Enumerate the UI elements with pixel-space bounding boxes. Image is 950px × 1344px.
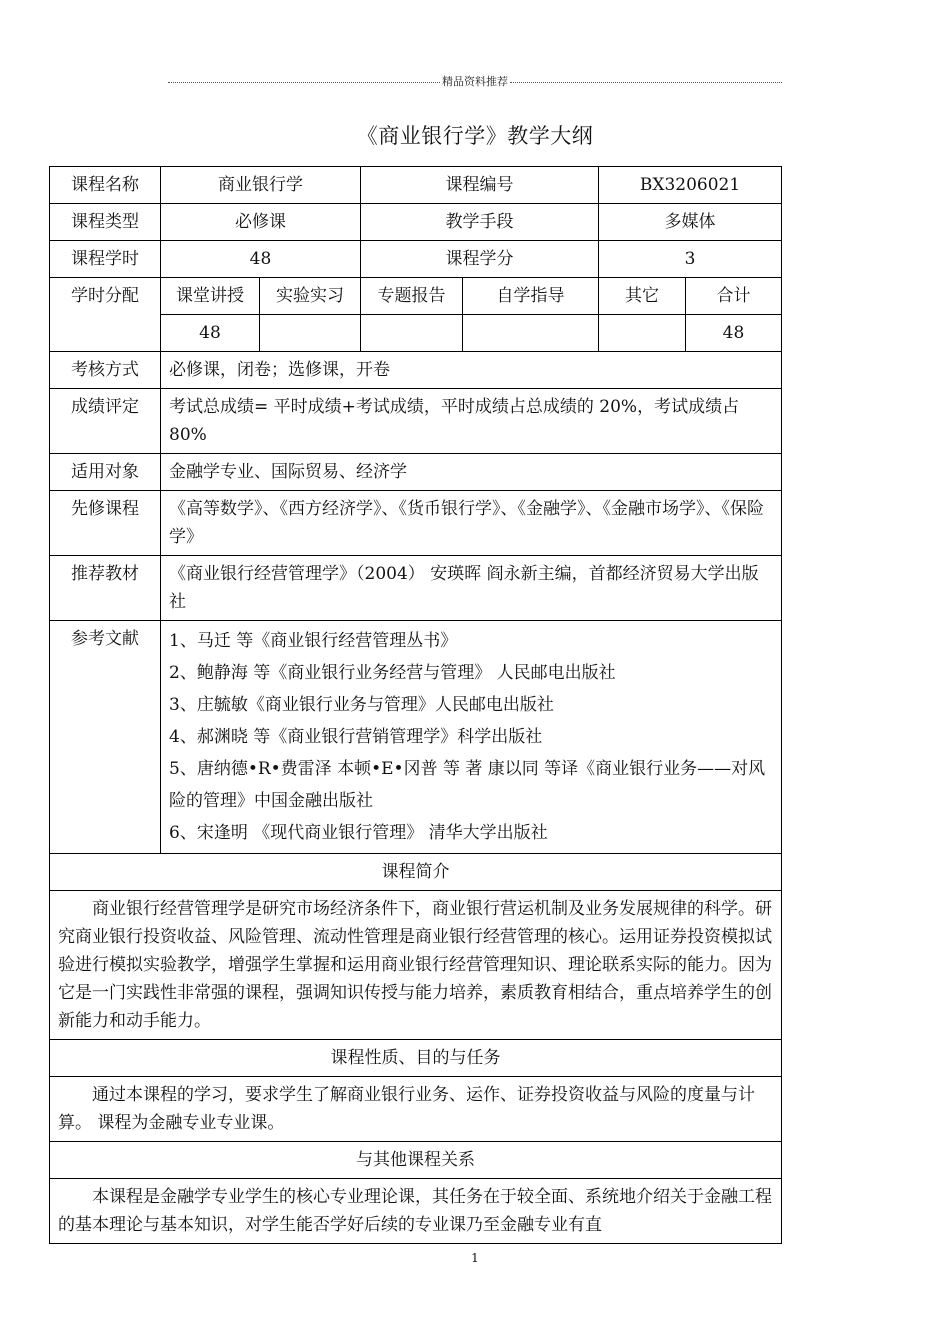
refs-list xyxy=(161,621,782,854)
row-hours xyxy=(50,241,782,278)
dist-header-total: 合计 xyxy=(686,278,782,315)
credits-label: 课程学分 xyxy=(361,241,599,278)
textbook-label: 推荐教材 xyxy=(50,556,161,621)
course-code-value: BX3206021 xyxy=(599,167,782,204)
row-relation-title xyxy=(50,1142,782,1179)
dist-value-other xyxy=(599,315,686,352)
dist-header-self-study: 自学指导 xyxy=(463,278,599,315)
course-code-label: 课程编号 xyxy=(361,167,599,204)
hours-label: 课程学时 xyxy=(50,241,161,278)
row-nature-text xyxy=(50,1077,782,1142)
intro-text: 商业银行经营管理学是研究市场经济条件下，商业银行营运机制及业务发展规律的科学。研究商业银行投资收益、风险管理、流动性管理是商业银行经营管理的核心。运用证券投资模拟试验进行模拟实验教学，增强学生掌握和运用商业银行经营管理知识、理论联系实际的能力。因为它是一门实践性非常强的课程，强调知识传授与能力培养，素质教育相结合，重点培养学生的创新能力和动手能力。 xyxy=(50,891,782,1040)
row-audience xyxy=(50,454,782,491)
row-intro-text xyxy=(50,891,782,1040)
row-relation-text xyxy=(50,1179,782,1244)
ref-item: 1、马迁 等《商业银行经营管理丛书》 xyxy=(169,631,458,651)
teaching-means-value: 多媒体 xyxy=(599,204,782,241)
grading-value: 考试总成绩= 平时成绩+考试成绩，平时成绩占总成绩的 20%，考试成绩占 80% xyxy=(161,389,782,454)
document-title: 《商业银行学》教学大纲 xyxy=(356,124,594,148)
course-type-value: 必修课 xyxy=(161,204,361,241)
prereq-value: 《高等数学》、《西方经济学》、《货币银行学》、《金融学》、《金融市场学》、《保险学》 xyxy=(161,491,782,556)
ref-item: 3、庄毓敏《商业银行业务与管理》人民邮电出版社 xyxy=(169,695,554,715)
row-intro-title xyxy=(50,854,782,891)
prereq-label: 先修课程 xyxy=(50,491,161,556)
hours-dist-label: 学时分配 xyxy=(50,278,161,352)
intro-title: 课程简介 xyxy=(50,854,782,891)
ref-item: 6、宋逢明 《现代商业银行管理》 清华大学出版社 xyxy=(169,823,548,843)
row-prereq xyxy=(50,491,782,556)
nature-title: 课程性质、目的与任务 xyxy=(50,1040,782,1077)
nature-text: 通过本课程的学习，要求学生了解商业银行业务、运作、证券投资收益与风险的度量与计算。 课程为金融专业专业课。 xyxy=(50,1077,782,1142)
row-references xyxy=(50,621,782,854)
teaching-means-label: 教学手段 xyxy=(361,204,599,241)
syllabus-table xyxy=(49,166,782,1244)
ref-item: 4、郝渊晓 等《商业银行营销管理学》科学出版社 xyxy=(169,727,543,747)
relation-text: 本课程是金融学专业学生的核心专业理论课，其任务在于较全面、系统地介绍关于金融工程的基本理论与基本知识，对学生能否学好后续的专业课乃至金融专业有直 xyxy=(50,1179,782,1244)
ref-item: 5、唐纳德•R•费雷泽 本顿•E•冈普 等 著 康以同 等译《商业银行业务——对风险的管理》中国金融出版社 xyxy=(169,759,766,811)
audience-value: 金融学专业、国际贸易、经济学 xyxy=(161,454,782,491)
row-hours-dist-headers xyxy=(50,278,782,315)
exam-value: 必修课，闭卷；选修课，开卷 xyxy=(161,352,782,389)
hours-value: 48 xyxy=(161,241,361,278)
textbook-value: 《商业银行经营管理学》（2004） 安瑛晖 阎永新主编，首都经济贸易大学出版社 xyxy=(161,556,782,621)
page-number: 1 xyxy=(471,1251,479,1265)
grading-label: 成绩评定 xyxy=(50,389,161,454)
header-label: 精品资料推荐 xyxy=(442,75,508,88)
ref-item: 2、鲍静海 等《商业银行业务经营与管理》 人民邮电出版社 xyxy=(169,663,616,683)
row-nature-title xyxy=(50,1040,782,1077)
row-course-type xyxy=(50,204,782,241)
dist-value-lecture: 48 xyxy=(161,315,260,352)
dist-value-total: 48 xyxy=(686,315,782,352)
dist-header-report: 专题报告 xyxy=(361,278,463,315)
header-dots-left xyxy=(168,82,440,83)
relation-title: 与其他课程关系 xyxy=(50,1142,782,1179)
dist-header-lab: 实验实习 xyxy=(260,278,361,315)
course-name-label: 课程名称 xyxy=(50,167,161,204)
credits-value: 3 xyxy=(599,241,782,278)
course-name-value: 商业银行学 xyxy=(161,167,361,204)
dist-header-other: 其它 xyxy=(599,278,686,315)
dist-value-report xyxy=(361,315,463,352)
row-exam xyxy=(50,352,782,389)
row-course-name xyxy=(50,167,782,204)
page-header xyxy=(168,72,782,90)
refs-label: 参考文献 xyxy=(50,621,161,854)
header-dots-right xyxy=(510,82,782,83)
row-grading xyxy=(50,389,782,454)
dist-header-lecture: 课堂讲授 xyxy=(161,278,260,315)
course-type-label: 课程类型 xyxy=(50,204,161,241)
audience-label: 适用对象 xyxy=(50,454,161,491)
dist-value-lab xyxy=(260,315,361,352)
dist-value-self-study xyxy=(463,315,599,352)
row-textbook xyxy=(50,556,782,621)
exam-label: 考核方式 xyxy=(50,352,161,389)
